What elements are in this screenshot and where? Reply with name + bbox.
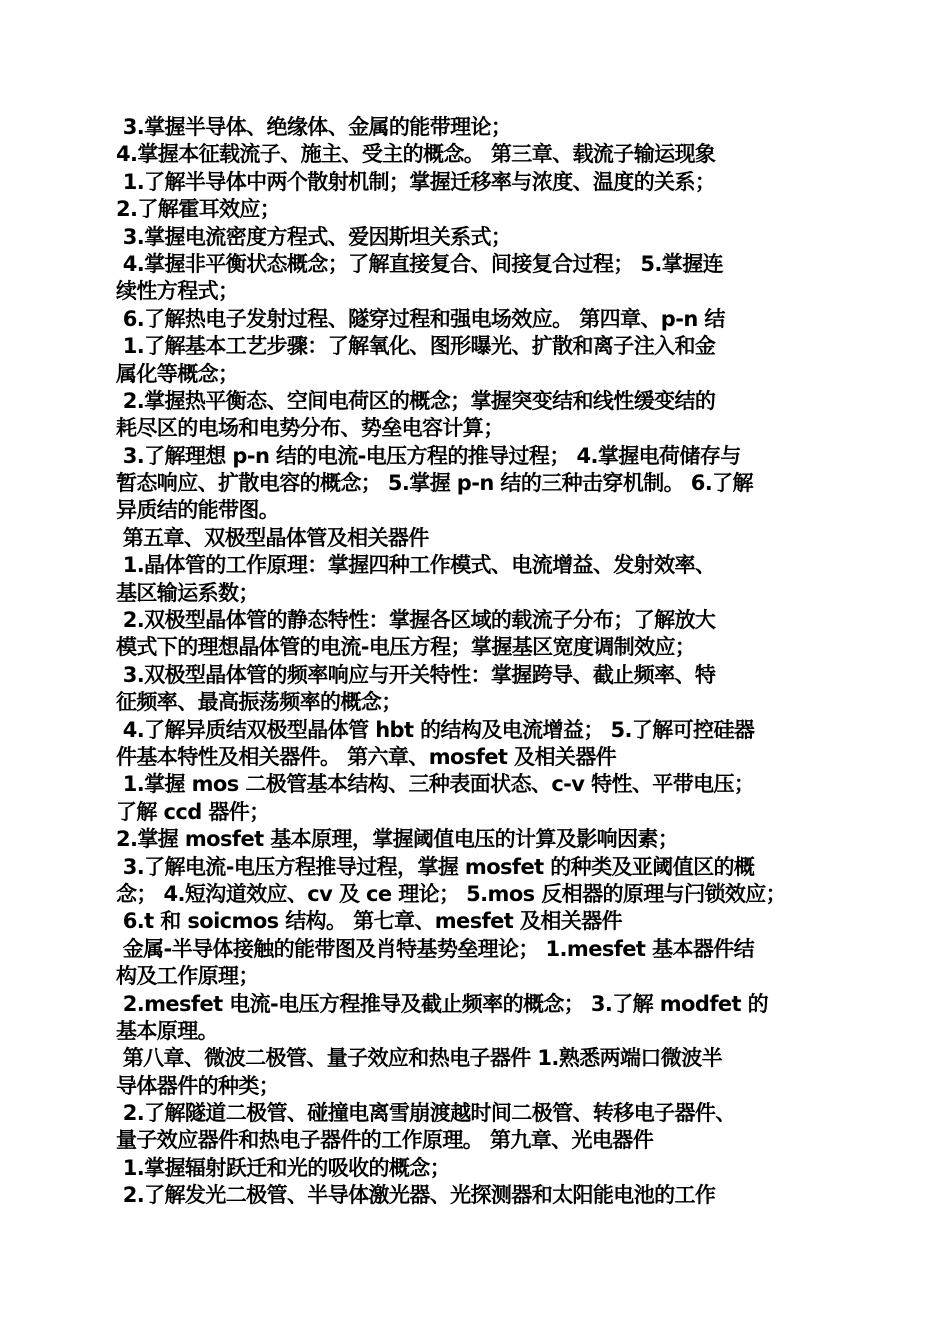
text-line: 件基本特性及相关器件。 第六章、mosfet 及相关器件 (116, 744, 617, 769)
text-line: 2.了解隧道二极管、碰撞电离雪崩渡越时间二极管、转移电子器件、 (116, 1101, 736, 1126)
text-line: 4.掌握本征载流子、施主、受主的概念。 第三章、载流子输运现象 (116, 142, 716, 167)
document-page (116, 114, 856, 1210)
text-line: 导体器件的种类； (116, 1073, 280, 1098)
text-line: 1.晶体管的工作原理：掌握四种工作模式、电流增益、发射效率、 (116, 553, 716, 578)
text-line: 属化等概念； (116, 361, 239, 386)
text-line: 耗尽区的电场和电势分布、势垒电容计算； (116, 416, 504, 441)
text-line: 3.掌握半导体、绝缘体、金属的能带理论； (116, 115, 512, 139)
text-line: 2.掌握热平衡态、空间电荷区的概念；掌握突变结和线性缓变结的 (116, 388, 716, 413)
text-line: 了解 ccd 器件； (116, 799, 270, 824)
text-line: 4.了解异质结双极型晶体管 hbt 的结构及电流增益； 5.了解可控硅器 (116, 717, 755, 742)
text-line: 念； 4.短沟道效应、cv 及 ce 理论； 5.mos 反相器的原理与闩锁效应； (116, 881, 787, 906)
text-line: 暂态响应、扩散电容的概念； 5.掌握 p-n 结的三种击穿机制。 6.了解 (116, 471, 753, 496)
text-line: 3.了解电流-电压方程推导过程，掌握 mosfet 的种类及亚阈值区的概 (116, 854, 755, 879)
text-line: 2.了解发光二极管、半导体激光器、光探测器和太阳能电池的工作 (116, 1183, 716, 1208)
text-line: 量子效应器件和热电子器件的工作原理。 第九章、光电器件 (116, 1128, 654, 1153)
text-line: 异质结的能带图。 (116, 498, 280, 523)
text-line: 第八章、微波二极管、量子效应和热电子器件 1.熟悉两端口微波半 (116, 1046, 723, 1071)
text-line: 6.t 和 soicmos 结构。 第七章、mesfet 及相关器件 (116, 909, 622, 934)
text-line: 2.掌握 mosfet 基本原理，掌握阈值电压的计算及影响因素； (116, 827, 679, 852)
text-line: 3.双极型晶体管的频率响应与开关特性：掌握跨导、截止频率、特 (116, 662, 716, 687)
text-line: 2.了解霍耳效应； (116, 197, 281, 222)
text-line: 3.了解理想 p-n 结的电流-电压方程的推导过程； 4.掌握电荷储存与 (116, 443, 741, 468)
text-line: 模式下的理想晶体管的电流-电压方程；掌握基区宽度调制效应； (116, 635, 696, 660)
text-line: 1.了解半导体中两个散射机制；掌握迁移率与浓度、温度的关系； (116, 169, 716, 194)
text-line: 征频率、最高振荡频率的概念； (116, 690, 402, 715)
text-line: 1.了解基本工艺步骤：了解氧化、图形曝光、扩散和离子注入和金 (116, 334, 716, 359)
text-line: 2.mesfet 电流-电压方程推导及截止频率的概念； 3.了解 modfet 的 (116, 991, 769, 1016)
text-line: 2.双极型晶体管的静态特性：掌握各区域的载流子分布；了解放大 (116, 608, 716, 633)
text-line: 6.了解热电子发射过程、隧穿过程和强电场效应。 第四章、p-n 结 (116, 306, 725, 331)
text-line: 金属-半导体接触的能带图及肖特基势垒理论； 1.mesfet 基本器件结 (116, 936, 755, 961)
text-line: 1.掌握 mos 二极管基本结构、三种表面状态、c-v 特性、平带电压； (116, 772, 755, 797)
text-line: 1.掌握辐射跃迁和光的吸收的概念； (116, 1155, 451, 1180)
text-line: 第五章、双极型晶体管及相关器件 (116, 525, 429, 550)
text-line: 续性方程式； (116, 279, 239, 304)
text-line: 3.掌握电流密度方程式、爱因斯坦关系式； (116, 224, 512, 249)
text-line: 基本原理。 (116, 1018, 218, 1043)
text-line: 4.掌握非平衡状态概念；了解直接复合、间接复合过程； 5.掌握连 (116, 251, 723, 276)
text-line: 基区输运系数； (116, 580, 259, 605)
text-line: 构及工作原理； (116, 964, 259, 989)
